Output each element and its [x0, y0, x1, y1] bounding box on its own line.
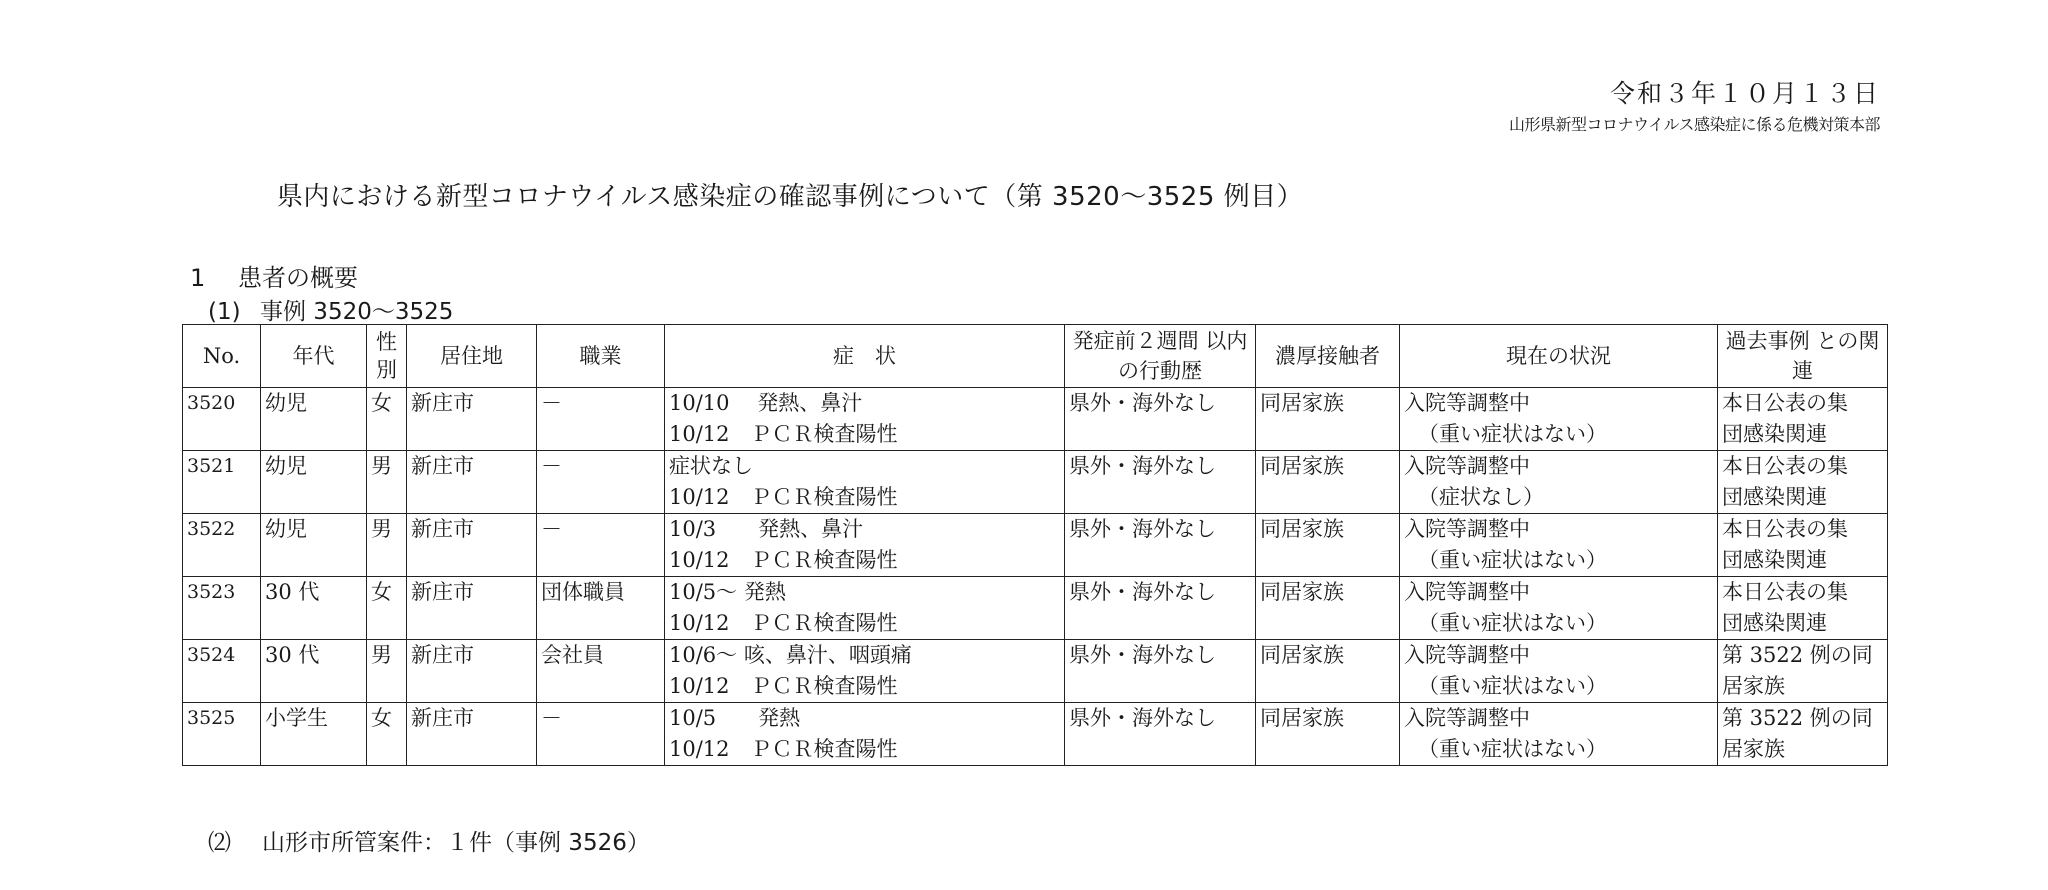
case-travel-history: 県外・海外なし — [1065, 703, 1256, 766]
document-date: 令和３年１０月１３日 — [1609, 79, 1880, 108]
symptom-line: 10/12 ＰＣＲ検査陽性 — [669, 674, 898, 698]
header-travel-history — [1065, 325, 1256, 388]
symptom-line: 10/12 ＰＣＲ検査陽性 — [669, 422, 898, 446]
case-age: 幼児 — [261, 451, 367, 514]
case-symptoms — [665, 577, 1065, 640]
symptom-line: 10/3 発熱、鼻汁 — [669, 517, 864, 541]
case-no: 3521 — [183, 451, 261, 514]
case-occupation: － — [537, 388, 665, 451]
header-age: 年代 — [261, 325, 367, 388]
case-travel-history: 県外・海外なし — [1065, 640, 1256, 703]
subsection-heading-cases — [208, 293, 453, 326]
status-line: 入院等調整中 — [1404, 454, 1530, 478]
subsection-heading-yamagata-city — [208, 824, 650, 857]
case-no: 3520 — [183, 388, 261, 451]
status-detail: （重い症状はない） — [1418, 674, 1607, 698]
symptom-line: 10/12 ＰＣＲ検査陽性 — [669, 548, 898, 572]
relation-line: 居家族 — [1722, 674, 1785, 698]
case-relation — [1718, 577, 1888, 640]
case-no: 3525 — [183, 703, 261, 766]
symptom-line: 10/12 ＰＣＲ検査陽性 — [669, 485, 898, 509]
table-header-row — [183, 325, 1888, 388]
header-travel-line1: 発症前２週間 — [1072, 329, 1199, 353]
header-occupation: 職業 — [537, 325, 665, 388]
header-travel-line2: 以内の行動歴 — [1118, 329, 1248, 383]
status-line: 入院等調整中 — [1404, 706, 1530, 730]
header-sex: 性別 — [367, 325, 407, 388]
relation-line: 団感染関連 — [1722, 485, 1827, 509]
case-status — [1400, 388, 1718, 451]
header-relation-line2: との関連 — [1792, 329, 1880, 383]
status-line: 入院等調整中 — [1404, 517, 1530, 541]
header-current-status: 現在の状況 — [1400, 325, 1718, 388]
case-residence: 新庄市 — [407, 703, 537, 766]
table-row — [183, 640, 1888, 703]
relation-line: 団感染関連 — [1722, 611, 1827, 635]
case-no: 3522 — [183, 514, 261, 577]
header-past-case-relation — [1718, 325, 1888, 388]
section-number: 1 — [190, 264, 206, 292]
case-travel-history: 県外・海外なし — [1065, 577, 1256, 640]
symptom-line: 症状なし — [669, 454, 753, 478]
symptom-line: 10/12 ＰＣＲ検査陽性 — [669, 737, 898, 761]
case-status — [1400, 640, 1718, 703]
symptom-line: 10/5 発熱 — [669, 706, 801, 730]
case-relation — [1718, 640, 1888, 703]
case-table — [182, 324, 1888, 766]
case-close-contacts: 同居家族 — [1256, 451, 1400, 514]
case-age: 30 代 — [261, 640, 367, 703]
relation-line: 団感染関連 — [1722, 422, 1827, 446]
case-close-contacts: 同居家族 — [1256, 703, 1400, 766]
relation-line: 本日公表の集 — [1722, 580, 1848, 604]
symptom-line: 10/5～ 発熱 — [669, 580, 786, 604]
relation-line: 居家族 — [1722, 737, 1785, 761]
relation-line: 本日公表の集 — [1722, 454, 1848, 478]
table-row — [183, 514, 1888, 577]
case-sex: 男 — [367, 514, 407, 577]
case-occupation: 会社員 — [537, 640, 665, 703]
case-close-contacts: 同居家族 — [1256, 514, 1400, 577]
status-line: 入院等調整中 — [1404, 391, 1530, 415]
relation-line: 団感染関連 — [1722, 548, 1827, 572]
case-sex: 男 — [367, 640, 407, 703]
case-residence: 新庄市 — [407, 514, 537, 577]
symptom-line: 10/12 ＰＣＲ検査陽性 — [669, 611, 898, 635]
case-symptoms — [665, 451, 1065, 514]
case-residence: 新庄市 — [407, 451, 537, 514]
case-status — [1400, 577, 1718, 640]
status-detail: （重い症状はない） — [1418, 422, 1607, 446]
status-detail: （重い症状はない） — [1418, 548, 1607, 572]
case-travel-history: 県外・海外なし — [1065, 514, 1256, 577]
document-title: 県内における新型コロナウイルス感染症の確認事例について（第 3520～3525 例目） — [276, 182, 1304, 212]
case-symptoms — [665, 703, 1065, 766]
header-close-contacts: 濃厚接触者 — [1256, 325, 1400, 388]
case-sex: 男 — [367, 451, 407, 514]
case-symptoms — [665, 514, 1065, 577]
case-travel-history: 県外・海外なし — [1065, 451, 1256, 514]
case-residence: 新庄市 — [407, 577, 537, 640]
section-label: 患者の概要 — [238, 264, 358, 292]
case-close-contacts: 同居家族 — [1256, 388, 1400, 451]
case-residence: 新庄市 — [407, 640, 537, 703]
case-sex: 女 — [367, 388, 407, 451]
relation-line: 本日公表の集 — [1722, 517, 1848, 541]
case-symptoms — [665, 388, 1065, 451]
status-line: 入院等調整中 — [1404, 580, 1530, 604]
issuing-organization: 山形県新型コロナウイルス感染症に係る危機対策本部 — [1508, 115, 1880, 134]
subsection-label: 山形市所管案件：１件（事例 3526） — [262, 830, 650, 856]
subsection-number: (1) — [208, 299, 241, 325]
case-symptoms — [665, 640, 1065, 703]
case-close-contacts: 同居家族 — [1256, 640, 1400, 703]
table-row — [183, 703, 1888, 766]
case-status — [1400, 514, 1718, 577]
case-no: 3524 — [183, 640, 261, 703]
case-age: 幼児 — [261, 388, 367, 451]
table-row — [183, 388, 1888, 451]
case-age: 小学生 — [261, 703, 367, 766]
status-line: 入院等調整中 — [1404, 643, 1530, 667]
table-row — [183, 577, 1888, 640]
header-symptoms: 症 状 — [665, 325, 1065, 388]
status-detail: （重い症状はない） — [1418, 611, 1607, 635]
case-close-contacts: 同居家族 — [1256, 577, 1400, 640]
table-row — [183, 451, 1888, 514]
symptom-line: 10/10 発熱、鼻汁 — [669, 391, 863, 415]
case-relation — [1718, 703, 1888, 766]
case-relation — [1718, 514, 1888, 577]
subsection-number: ⑵ — [208, 830, 231, 856]
relation-line: 第 3522 例の同 — [1722, 706, 1873, 730]
case-sex: 女 — [367, 577, 407, 640]
case-occupation: － — [537, 514, 665, 577]
case-status — [1400, 451, 1718, 514]
case-occupation: 団体職員 — [537, 577, 665, 640]
subsection-label: 事例 3520～3525 — [260, 299, 454, 325]
case-no: 3523 — [183, 577, 261, 640]
header-residence: 居住地 — [407, 325, 537, 388]
status-detail: （症状なし） — [1418, 485, 1544, 509]
section-heading-patient-overview — [190, 258, 358, 293]
case-occupation: － — [537, 703, 665, 766]
relation-line: 第 3522 例の同 — [1722, 643, 1873, 667]
header-no: No. — [183, 325, 261, 388]
case-residence: 新庄市 — [407, 388, 537, 451]
header-relation-line1: 過去事例 — [1725, 329, 1810, 353]
relation-line: 本日公表の集 — [1722, 391, 1848, 415]
case-relation — [1718, 451, 1888, 514]
case-travel-history: 県外・海外なし — [1065, 388, 1256, 451]
case-status — [1400, 703, 1718, 766]
status-detail: （重い症状はない） — [1418, 737, 1607, 761]
case-relation — [1718, 388, 1888, 451]
case-occupation: － — [537, 451, 665, 514]
case-age: 30 代 — [261, 577, 367, 640]
case-sex: 女 — [367, 703, 407, 766]
symptom-line: 10/6～ 咳、鼻汁、咽頭痛 — [669, 643, 912, 667]
case-age: 幼児 — [261, 514, 367, 577]
